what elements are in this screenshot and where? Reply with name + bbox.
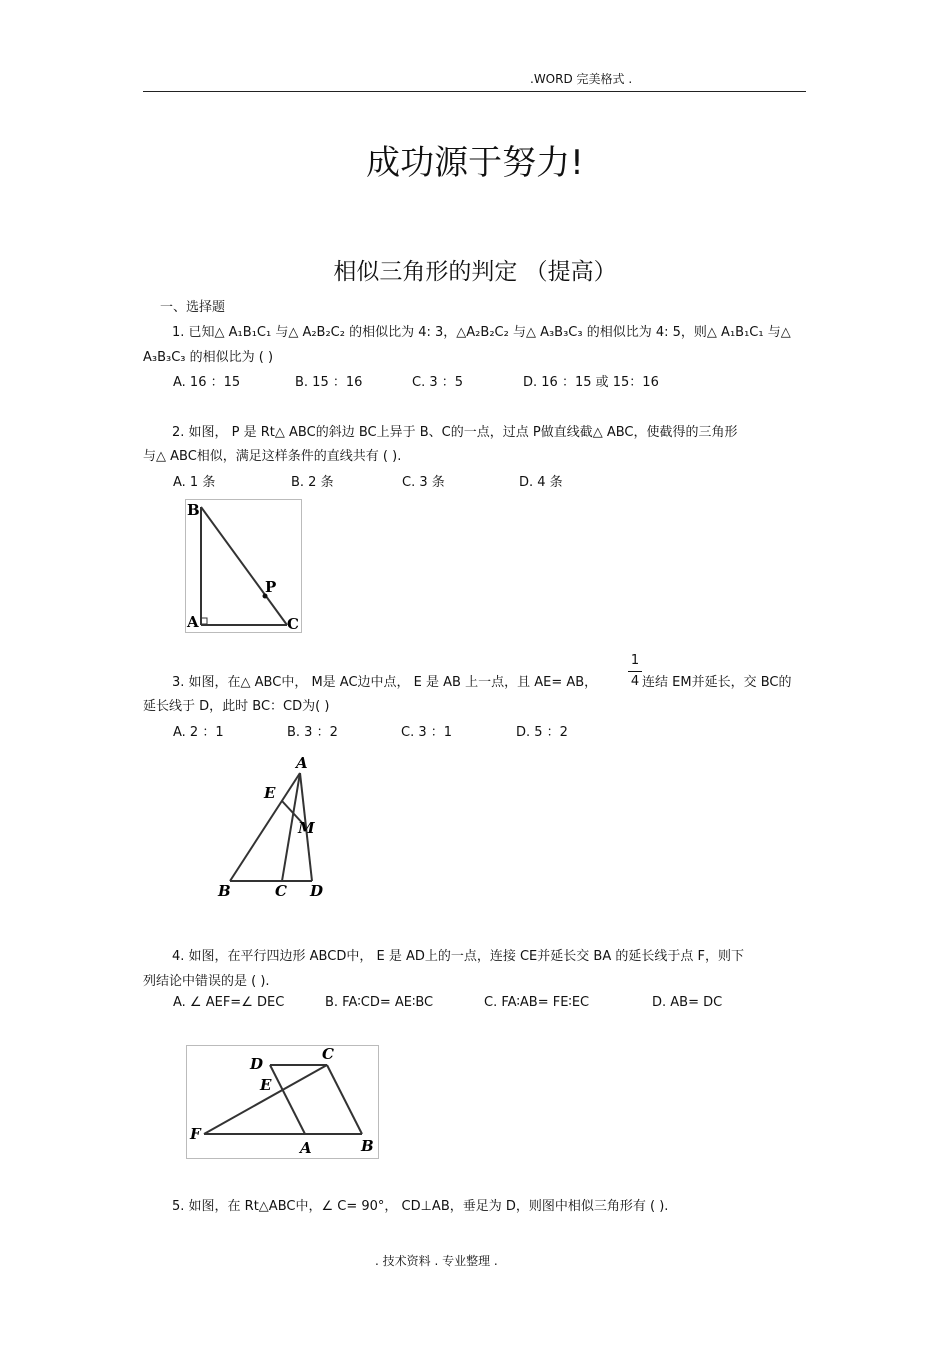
- question-3-figure: [212, 750, 337, 904]
- question-1-line-2: A₃B₃C₃ 的相似比为 ( ): [143, 350, 274, 365]
- question-2-line-2: 与△ ABC相似，满足这样条件的直线共有 ( ).: [143, 449, 402, 464]
- label-p: P: [265, 578, 277, 596]
- label-e: E: [264, 784, 276, 802]
- question-3-option-a: A. 2 ：1: [173, 725, 224, 740]
- label-e: E: [260, 1076, 272, 1094]
- question-1-option-a: A. 16 ：15: [173, 375, 241, 390]
- question-3-option-c: C. 3 ：1: [401, 725, 453, 740]
- fraction-denominator: 4: [630, 674, 640, 689]
- question-4-line-1: 4. 如图，在平行四边形 ABCD中， E 是 AD上的一点，连接 CE并延长交 BA 的延长线于点 F，则下: [172, 949, 744, 964]
- label-a: A: [187, 613, 199, 631]
- label-a: A: [296, 754, 308, 772]
- question-2-option-a: A. 1 条: [173, 475, 216, 490]
- fraction-bar: [628, 671, 642, 672]
- question-4-option-d: D. AB= DC: [652, 995, 723, 1010]
- label-m: M: [298, 819, 315, 837]
- question-5-line-1: 5. 如图，在 Rt△ABC中，∠ C= 90°， CD⊥AB，垂足为 D，则图中相似三角形有 ( ).: [172, 1199, 669, 1214]
- question-4-option-c: C. FA∶AB= FE∶EC: [484, 995, 590, 1010]
- question-3-option-b: B. 3 ：2: [287, 725, 338, 740]
- label-b: B: [187, 501, 200, 519]
- question-4-option-b: B. FA∶CD= AE∶BC: [325, 995, 434, 1010]
- triangle-side-bc: [201, 507, 287, 625]
- label-c: C: [287, 615, 299, 633]
- segment-cb: [327, 1065, 362, 1134]
- label-b: B: [361, 1137, 374, 1155]
- page-title: 相似三角形的判定 （提高）: [333, 259, 617, 285]
- question-1-option-c: C. 3 ：5: [412, 375, 464, 390]
- question-2-figure: [185, 499, 303, 638]
- label-c: C: [275, 882, 287, 900]
- segment-da: [270, 1065, 305, 1134]
- header-divider: [143, 91, 806, 92]
- label-b: B: [218, 882, 231, 900]
- question-4-line-2: 列结论中错误的是 ( ).: [143, 974, 270, 989]
- question-1-line-1: 1. 已知△ A₁B₁C₁ 与△ A₂B₂C₂ 的相似比为 4: 3，△A₂B₂C₂ 与△ A₃B₃C₃ 的相似比为 4: 5，则△ A₁B₁C₁ 与△: [172, 325, 791, 340]
- section-heading: 一、选择题: [160, 300, 226, 315]
- label-c: C: [322, 1045, 334, 1063]
- question-3-option-d: D. 5 ：2: [516, 725, 568, 740]
- label-d: D: [310, 882, 324, 900]
- fraction-numerator: 1: [630, 653, 640, 668]
- footer-text: . 技术资料 . 专业整理 .: [375, 1254, 498, 1268]
- question-2-line-1: 2. 如图， P 是 Rt△ ABC的斜边 BC上异于 B、C的一点，过点 P做直线截△ ABC，使截得的三角形: [172, 425, 738, 440]
- question-1-option-d: D. 16 ：15 或 15：16: [523, 375, 659, 390]
- question-2-option-c: C. 3 条: [402, 475, 445, 490]
- question-4-figure: [186, 1045, 380, 1164]
- question-3-line-1-b: 连结 EM并延长，交 BC的: [642, 675, 792, 690]
- motto: 成功源于努力!: [366, 143, 584, 183]
- question-1-option-b: B. 15 ：16: [295, 375, 363, 390]
- label-f: F: [190, 1125, 201, 1143]
- question-2-option-b: B. 2 条: [291, 475, 334, 490]
- header-text: .WORD 完美格式 .: [530, 72, 633, 86]
- label-a: A: [300, 1139, 312, 1157]
- question-4-option-a: A. ∠ AEF=∠ DEC: [173, 995, 285, 1010]
- question-3-line-1-a: 3. 如图，在△ ABC中， M是 AC边中点， E 是 AB 上一点，且 AE= AB，: [172, 675, 598, 690]
- label-d: D: [250, 1055, 264, 1073]
- fraction-one-quarter: [628, 652, 642, 691]
- question-2-option-d: D. 4 条: [519, 475, 563, 490]
- question-3-line-2: 延长线于 D，此时 BC：CD为( ): [143, 699, 330, 714]
